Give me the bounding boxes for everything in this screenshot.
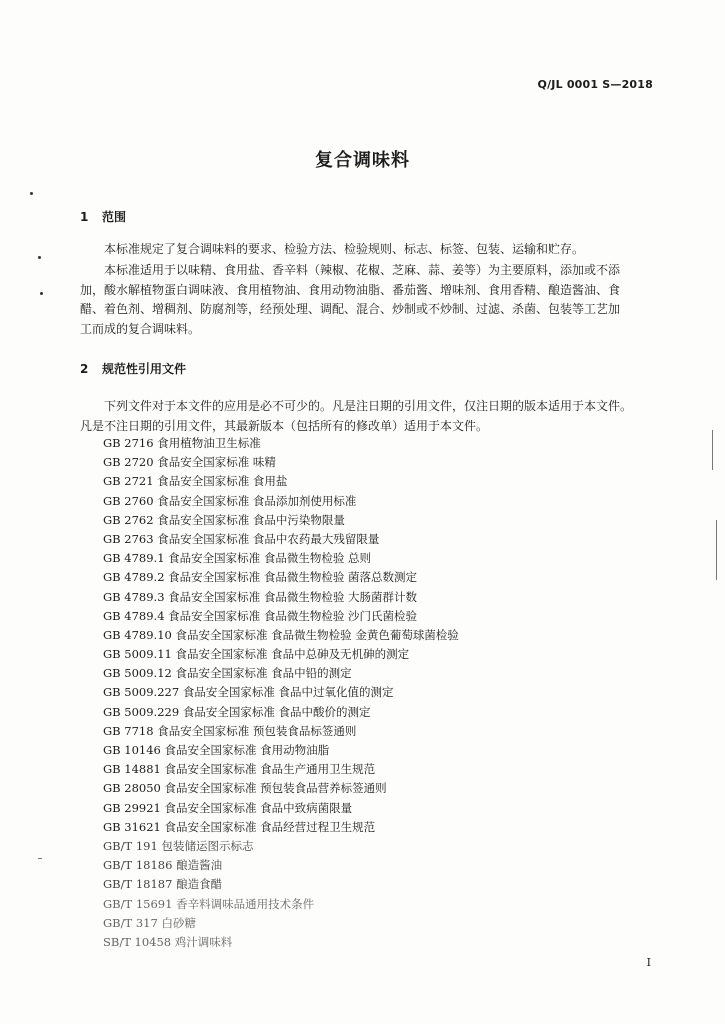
reference-item: GB 2716 食用植物油卫生标准	[103, 436, 261, 450]
paragraph-line: 下列文件对于本文件的应用是必不可少的。凡是注日期的引用文件，仅注日期的版本适用于本文件。	[104, 399, 633, 413]
reference-item: GB 4789.1 食品安全国家标准 食品微生物检验 总则	[103, 551, 371, 566]
reference-item: GB/T 317 白砂糖	[103, 915, 196, 930]
reference-item: GB 5009.229 食品安全国家标准 食品中酸价的测定	[103, 704, 371, 719]
paragraph-line: 本标准规定了复合调味料的要求、检验方法、检验规则、标志、标签、包装、运输和贮存。	[104, 242, 585, 256]
section-1-title: 范围	[102, 210, 127, 224]
reference-item: GB 4789.2 食品安全国家标准 食品微生物检验 菌落总数测定	[103, 570, 417, 585]
reference-item: GB/T 15691 香辛料调味品通用技术条件	[103, 896, 315, 911]
reference-item: GB 4789.4 食品安全国家标准 食品微生物检验 沙门氏菌检验	[103, 608, 417, 623]
reference-item: GB 31621 食品安全国家标准 食品经营过程卫生规范	[103, 819, 376, 834]
scan-mark	[38, 858, 42, 859]
section-2-heading	[80, 360, 186, 377]
section-1-paragraph-2	[80, 261, 655, 339]
reference-item: GB 2763 食品安全国家标准 食品中农药最大残留限量	[103, 531, 380, 546]
reference-item: GB 28050 食品安全国家标准 预包装食品营养标签通则	[103, 781, 387, 796]
section-2-title: 规范性引用文件	[102, 362, 187, 376]
section-1-heading	[80, 208, 126, 225]
section-1-number: 1	[80, 210, 89, 224]
scan-dot	[40, 292, 43, 295]
reference-item: GB 2721 食品安全国家标准 食用盐	[103, 474, 288, 489]
document-title: 复合调味料	[315, 150, 410, 171]
reference-item: GB 2720 食品安全国家标准 味精	[103, 455, 276, 470]
reference-item: GB 4789.10 食品安全国家标准 食品微生物检验 金黄色葡萄球菌检验	[103, 627, 459, 642]
section-2-intro	[80, 397, 655, 436]
reference-item: GB 7718 食品安全国家标准 预包装食品标签通则	[103, 723, 357, 738]
scan-dot	[38, 256, 41, 259]
reference-item: GB 14881 食品安全国家标准 食品生产通用卫生规范	[103, 762, 376, 777]
reference-item: GB 10146 食品安全国家标准 食用动物油脂	[103, 743, 330, 757]
page-number: I	[646, 956, 651, 969]
reference-item: GB 5009.11 食品安全国家标准 食品中总砷及无机砷的测定	[103, 647, 410, 662]
reference-item: GB 2762 食品安全国家标准 食品中污染物限量	[103, 512, 345, 527]
paragraph-line: 加，酸水解植物蛋白调味液、食用植物油、食用动物油脂、番茄酱、增味剂、食用香精、酿造酱油、食	[80, 282, 621, 297]
reference-item: SB/T 10458 鸡汁调味料	[103, 934, 233, 949]
normative-references-list	[103, 434, 663, 952]
reference-item: GB/T 191 包装储运图示标志	[103, 838, 254, 853]
scan-mark	[712, 430, 713, 470]
scan-dot	[30, 192, 33, 195]
section-1-paragraph-1	[80, 240, 655, 260]
reference-item: GB 29921 食品安全国家标准 食品中致病菌限量	[103, 800, 353, 815]
paragraph-line: 凡是不注日期的引用文件，其最新版本（包括所有的修改单）适用于本文件。	[80, 418, 489, 433]
section-2-number: 2	[80, 362, 89, 376]
reference-item: GB/T 18187 酿造食醋	[103, 877, 223, 892]
reference-item: GB 5009.227 食品安全国家标准 食品中过氧化值的测定	[103, 685, 394, 700]
reference-item: GB 5009.12 食品安全国家标准 食品中铅的测定	[103, 666, 352, 681]
scan-mark	[716, 520, 717, 580]
reference-item: GB/T 18186 酿造酱油	[103, 858, 223, 873]
reference-item: GB 2760 食品安全国家标准 食品添加剂使用标准	[103, 493, 357, 508]
reference-item: GB 4789.3 食品安全国家标准 食品微生物检验 大肠菌群计数	[103, 589, 417, 604]
paragraph-line: 工而成的复合调味料。	[80, 321, 201, 336]
paragraph-line: 本标准适用于以味精、食用盐、香辛料（辣椒、花椒、芝麻、蒜、姜等）为主要原料，添加或不添	[104, 263, 621, 277]
standard-code: Q/JL 0001 S—2018	[537, 78, 653, 91]
paragraph-line: 醋、着色剂、增稠剂、防腐剂等，经预处理、调配、混合、炒制或不炒制、过滤、杀菌、包装等工艺加	[80, 302, 621, 316]
